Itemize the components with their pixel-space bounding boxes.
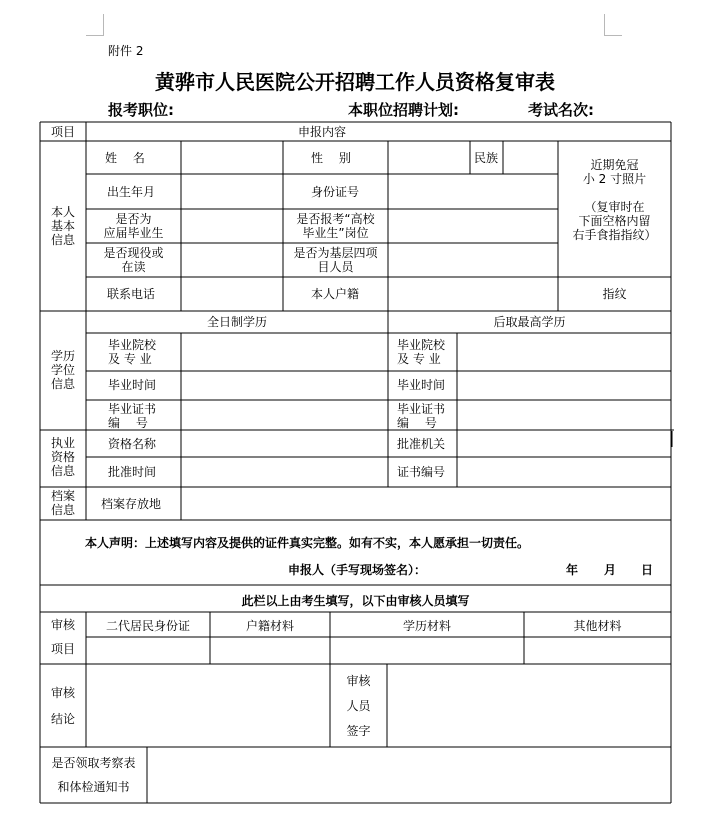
- date-day-label: 日: [641, 563, 654, 577]
- recruit-plan-label: 本职位招聘计划:: [348, 101, 459, 119]
- notice-received-label: 是否领取考察表 和体检通知书: [51, 756, 136, 794]
- fulltime-school-major-label: 毕业院校 及 专 业: [108, 338, 157, 366]
- name-label: 姓 名: [105, 151, 145, 165]
- position-label: 报考职位:: [108, 101, 174, 119]
- reviewer-signature-label: 审核 人员 签字: [346, 674, 371, 738]
- section-archive-label: 档案 信息: [50, 489, 75, 517]
- active-duty-label: 是否现役或 在读: [103, 246, 164, 274]
- attachment-label: 附件 2: [108, 44, 144, 58]
- certificate-number-label: 证书编号: [397, 465, 446, 479]
- review-id-card-label: 二代居民身份证: [105, 619, 190, 633]
- apply-graduate-post-label: 是否报考“高校 毕业生”岗位: [296, 212, 375, 240]
- declaration-text: 本人声明：上述填写内容及提供的证件真实完整。如有不实，本人愿承担一切责任。: [85, 536, 530, 550]
- photo-fingerprint-note: （复审时在 下面空格内留 右手食指指纹）: [572, 200, 657, 242]
- id-number-label: 身份证号: [311, 185, 360, 199]
- ethnicity-label: 民族: [474, 151, 499, 165]
- review-other-label: 其他材料: [573, 619, 622, 633]
- applicant-signature-label: 申报人（手写现场签名）：: [288, 563, 427, 577]
- review-hukou-label: 户籍材料: [245, 619, 294, 633]
- section-education-label: 学历 学位 信息: [50, 349, 75, 391]
- qualification-name-label: 资格名称: [108, 437, 157, 451]
- col-header-content: 申报内容: [297, 125, 346, 139]
- section-personal-label: 本人 基本 信息: [50, 205, 75, 247]
- document-title: 黄骅市人民医院公开招聘工作人员资格复审表: [155, 70, 555, 94]
- review-item-label: 审核 项目: [50, 618, 75, 656]
- approval-time-label: 批准时间: [108, 465, 157, 479]
- review-conclusion-label: 审核 结论: [50, 686, 75, 726]
- fingerprint-label: 指纹: [602, 287, 627, 301]
- grassroots-project-label: 是否为基层四项 目人员: [293, 246, 378, 274]
- birth-label: 出生年月: [107, 185, 156, 199]
- reviewer-divider-note: 此栏以上由考生填写，以下由审核人员填写: [241, 594, 470, 608]
- date-year-label: 年: [566, 563, 579, 577]
- issuing-authority-label: 批准机关: [397, 437, 446, 451]
- col-header-item: 项目: [50, 125, 75, 139]
- exam-rank-label: 考试名次:: [528, 101, 594, 119]
- highest-education-header: 后取最高学历: [493, 315, 566, 329]
- highest-school-major-label: 毕业院校 及 专 业: [397, 338, 446, 366]
- gender-label: 性 别: [311, 151, 351, 165]
- photo-label: 近期免冠 小 2 寸照片: [582, 158, 647, 186]
- section-qualification-label: 执业 资格 信息: [50, 436, 75, 478]
- fulltime-cert-no-label: 毕业证书 编 号: [108, 402, 157, 430]
- highest-cert-no-label: 毕业证书 编 号: [397, 402, 446, 430]
- fulltime-grad-time-label: 毕业时间: [108, 378, 157, 392]
- hukou-label: 本人户籍: [311, 287, 360, 301]
- date-month-label: 月: [604, 563, 617, 577]
- archive-location-label: 档案存放地: [101, 497, 162, 511]
- review-education-label: 学历材料: [402, 619, 451, 633]
- fulltime-education-header: 全日制学历: [206, 315, 267, 329]
- phone-label: 联系电话: [107, 287, 156, 301]
- highest-grad-time-label: 毕业时间: [397, 378, 446, 392]
- fresh-graduate-label: 是否为 应届毕业生: [103, 212, 164, 240]
